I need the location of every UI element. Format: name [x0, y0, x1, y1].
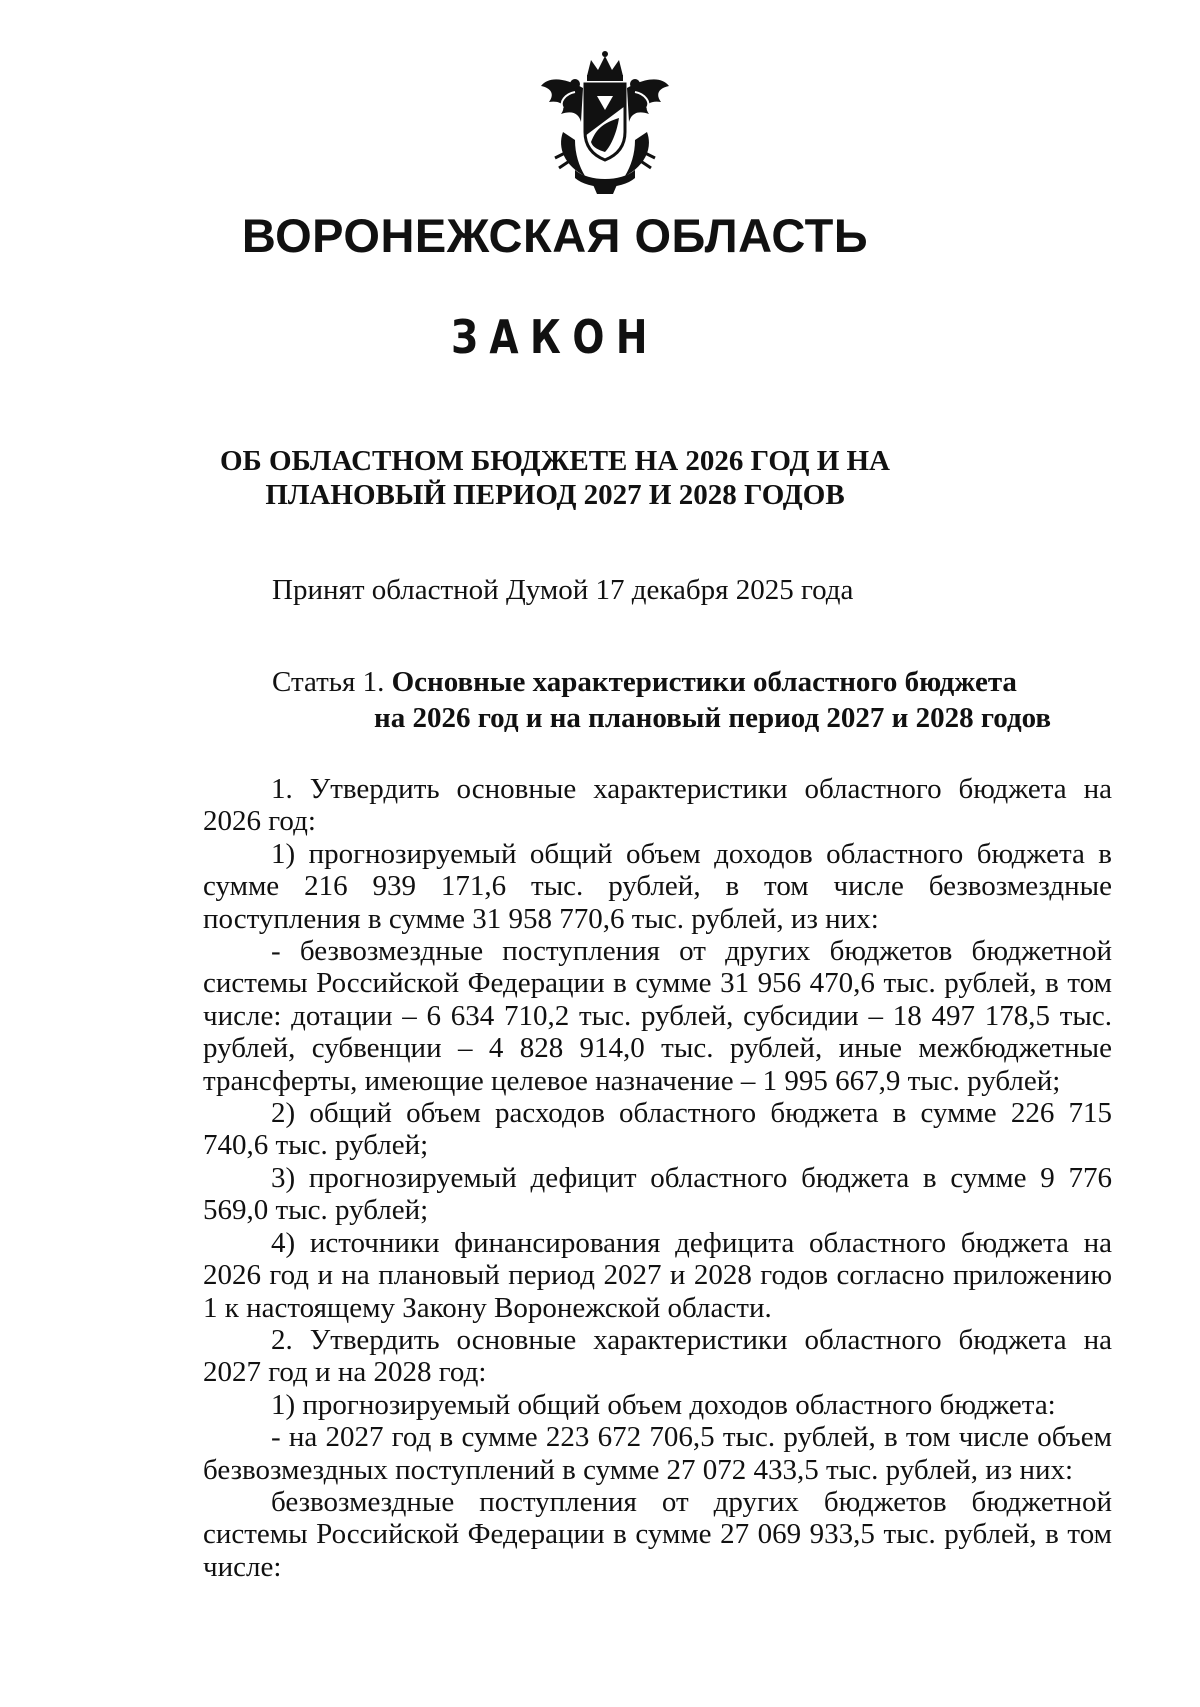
law-title [0, 444, 1110, 512]
paragraph: безвозмездные поступления от других бюджетов бюджетной системы Российской Федерации в сумме 27 069 933,5 тыс. рублей, в том числе: [203, 1485, 1112, 1583]
article-body [203, 773, 1112, 1583]
coat-of-arms-icon [535, 48, 675, 196]
paragraph: - безвозмездные поступления от других бюджетов бюджетной системы Российской Федерации в сумме 31 956 470,6 тыс. рублей, в том числе: дотации – 6 634 710,2 тыс. рублей, субсидии – 18 497 178,5 тыс. рублей, субвенции – 4 828 914,0 тыс. рублей, иные межбюджетные трансферты, имеющие целевое назначение – 1 995 667,9 тыс. рублей; [203, 935, 1112, 1097]
adoption-note: Принят областной Думой 17 декабря 2025 года [272, 574, 854, 606]
paragraph: 1) прогнозируемый общий объем доходов областного бюджета: [271, 1388, 1056, 1421]
article-heading-line: Основные характеристики областного бюджета [391, 666, 1017, 698]
paragraph: 3) прогнозируемый дефицит областного бюджета в сумме 9 776 569,0 тыс. рублей; [203, 1161, 1112, 1227]
article-heading [272, 664, 1051, 736]
law-title-line: ОБ ОБЛАСТНОМ БЮДЖЕТЕ НА 2026 ГОД И НА [219, 445, 891, 477]
paragraph: 1) прогнозируемый общий объем доходов областного бюджета в сумме 216 939 171,6 тыс. рублей, в том числе безвозмездные поступления в сумме 31 958 770,6 тыс. рублей, из них: [203, 837, 1112, 935]
paragraph: 1. Утвердить основные характеристики областного бюджета на 2026 год: [203, 773, 1112, 838]
paragraph: - на 2027 год в сумме 223 672 706,5 тыс. рублей, в том числе объем безвозмездных поступлений в сумме 27 072 433,5 тыс. рублей, из них: [203, 1421, 1112, 1486]
article-heading-line: на 2026 год и на плановый период 2027 и 2028 годов [374, 702, 1052, 734]
region-title: ВОРОНЕЖСКАЯ ОБЛАСТЬ [241, 209, 869, 262]
paragraph: 2. Утвердить основные характеристики областного бюджета на 2027 год и на 2028 год: [203, 1323, 1112, 1389]
law-title-line: ПЛАНОВЫЙ ПЕРИОД 2027 И 2028 ГОДОВ [265, 479, 845, 511]
paragraph: 2) общий объем расходов областного бюджета в сумме 226 715 740,6 тыс. рублей; [203, 1097, 1112, 1162]
document-kind: ЗАКОН [451, 310, 659, 364]
paragraph: 4) источники финансирования дефицита областного бюджета на 2026 год и на плановый период 2027 и 2028 годов согласно приложению 1 к настоящему Закону Воронежской области. [203, 1226, 1112, 1324]
article-label: Статья 1. [272, 666, 385, 698]
